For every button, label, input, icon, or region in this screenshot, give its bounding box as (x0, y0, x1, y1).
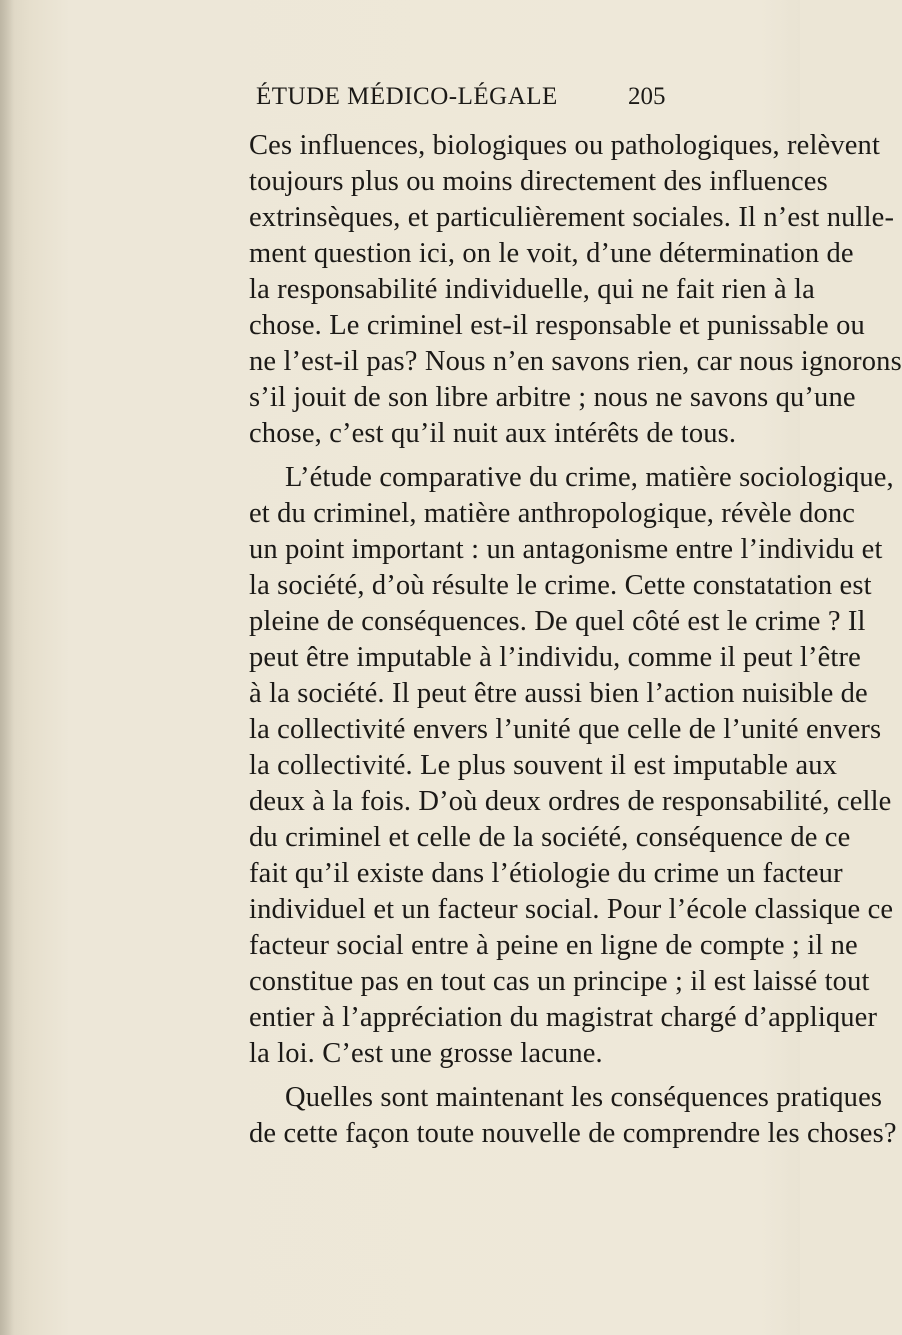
text-line: L’étude comparative du crime, matière sociologique, (285, 462, 894, 493)
text-line: ne l’est-il pas? Nous n’en savons rien, car nous ignorons (249, 346, 902, 377)
text-line: la loi. C’est une grosse lacune. (249, 1038, 603, 1069)
text-line: chose. Le criminel est-il responsable et punissable ou (249, 310, 865, 341)
running-head (0, 82, 800, 122)
text-line: la collectivité envers l’unité que celle de l’unité envers (249, 714, 882, 745)
text-line: extrinsèques, et particulièrement sociales. Il n’est nulle- (249, 202, 895, 233)
text-line: peut être imputable à l’individu, comme il peut l’être (249, 642, 861, 673)
text-line: toujours plus ou moins directement des influences (249, 166, 828, 197)
text-line: chose, c’est qu’il nuit aux intérêts de tous. (249, 418, 737, 449)
running-title: ÉTUDE MÉDICO-LÉGALE (256, 83, 558, 110)
text-line: de cette façon toute nouvelle de comprendre les choses? (249, 1118, 897, 1149)
text-line: et du criminel, matière anthropologique, révèle donc (249, 498, 856, 529)
page-number: 205 (628, 83, 666, 110)
text-line: Quelles sont maintenant les conséquences pratiques (285, 1082, 883, 1113)
text-line: la société, d’où résulte le crime. Cette constatation est (249, 570, 872, 601)
text-line: Ces influences, biologiques ou pathologiques, relèvent (249, 130, 881, 161)
text-line: la collectivité. Le plus souvent il est imputable aux (249, 750, 838, 781)
text-line: la responsabilité individuelle, qui ne fait rien à la (249, 274, 815, 305)
text-line: deux à la fois. D’où deux ordres de responsabilité, celle (249, 786, 892, 817)
text-line: pleine de conséquences. De quel côté est le crime ? Il (249, 606, 866, 637)
text-line: individuel et un facteur social. Pour l’école classique ce (249, 894, 894, 925)
binding-shadow (0, 0, 14, 1335)
text-line: ment question ici, on le voit, d’une détermination de (249, 238, 854, 269)
text-line: du criminel et celle de la société, conséquence de ce (249, 822, 851, 853)
text-line: entier à l’appréciation du magistrat chargé d’appliquer (249, 1002, 878, 1033)
text-line: un point important : un antagonisme entre l’individu et (249, 534, 883, 565)
text-line: constitue pas en tout cas un principe ; il est laissé tout (249, 966, 870, 997)
text-line: facteur social entre à peine en ligne de compte ; il ne (249, 930, 858, 961)
text-line: fait qu’il existe dans l’étiologie du crime un facteur (249, 858, 843, 889)
text-line: à la société. Il peut être aussi bien l’action nuisible de (249, 678, 868, 709)
text-line: s’il jouit de son libre arbitre ; nous ne savons qu’une (249, 382, 856, 413)
